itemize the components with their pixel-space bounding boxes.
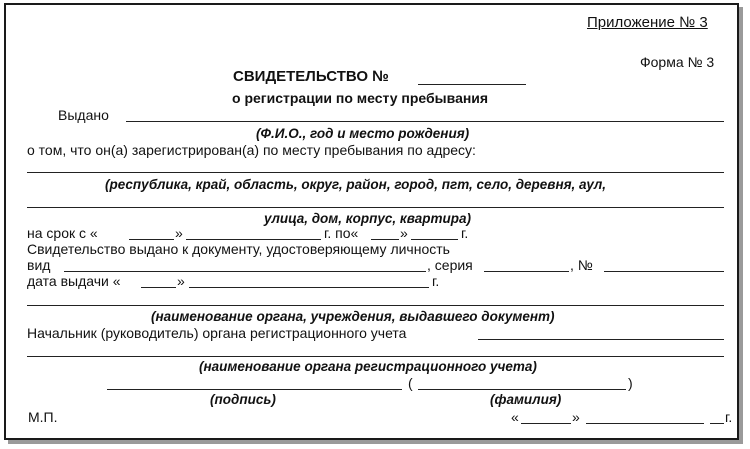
issue-date-day-field[interactable] — [141, 287, 176, 288]
surname-open-paren: ( — [408, 375, 413, 391]
certificate-title: СВИДЕТЕЛЬСТВО № — [233, 68, 389, 85]
fio-hint: (Ф.И.О., год и место рождения) — [256, 126, 470, 141]
term-to-month-field[interactable] — [411, 239, 458, 240]
appendix-label: Приложение № 3 — [587, 14, 708, 31]
document-issued-label: Свидетельство выдано к документу, удостоверяющему личность — [27, 241, 450, 257]
issuer-field[interactable] — [27, 305, 724, 306]
document-number-label: , № — [570, 257, 593, 273]
surname-hint: (фамилия) — [490, 392, 562, 407]
signature-hint: (подпись) — [210, 392, 276, 407]
date-year-suffix: г. — [725, 409, 733, 425]
about-label: о том, что он(а) зарегистрирован(а) по месту пребывания по адресу: — [27, 142, 476, 158]
address-field-2[interactable] — [27, 207, 724, 208]
term-from-label: на срок с « — [27, 225, 98, 241]
term-to-label: г. по« — [324, 225, 359, 241]
issue-date-month-field[interactable] — [189, 287, 429, 288]
surname-field[interactable] — [418, 389, 626, 390]
term-to-close-quote: » — [400, 225, 408, 241]
term-from-close-quote: » — [175, 225, 183, 241]
document-number-field[interactable] — [604, 271, 724, 272]
signature-field[interactable] — [107, 389, 402, 390]
term-from-month-field[interactable] — [186, 239, 321, 240]
date-month-field[interactable] — [586, 423, 704, 424]
term-to-year-suffix: г. — [461, 225, 469, 241]
organ-hint: (наименование органа регистрационного учета) — [199, 359, 537, 374]
street-hint: улица, дом, корпус, квартира) — [264, 211, 471, 226]
certificate-form — [4, 3, 739, 440]
date-close-quote: » — [572, 409, 580, 425]
head-of-field[interactable] — [478, 339, 724, 340]
organ-field[interactable] — [27, 356, 724, 357]
date-year-field[interactable] — [710, 423, 724, 424]
document-series-field[interactable] — [484, 271, 569, 272]
issued-to-field[interactable] — [126, 121, 724, 122]
term-to-day-field[interactable] — [371, 239, 399, 240]
document-series-label: , серия — [427, 257, 473, 273]
region-hint: (республика, край, область, округ, район, город, пгт, село, деревня, аул, — [105, 177, 607, 192]
surname-close-paren: ) — [628, 375, 633, 391]
date-open-quote: « — [511, 409, 519, 425]
issue-date-label: дата выдачи « — [27, 273, 121, 289]
issued-to-label: Выдано — [58, 107, 109, 123]
head-of-label: Начальник (руководитель) органа регистрационного учета — [27, 325, 407, 341]
date-day-field[interactable] — [521, 423, 571, 424]
document-type-label: вид — [27, 257, 51, 273]
term-from-day-field[interactable] — [129, 239, 174, 240]
issuer-hint: (наименование органа, учреждения, выдавшего документ) — [151, 309, 555, 324]
document-type-field[interactable] — [64, 271, 426, 272]
issue-date-year-suffix: г. — [432, 273, 440, 289]
issue-date-close-quote: » — [177, 273, 185, 289]
form-number-label: Форма № 3 — [640, 54, 715, 70]
certificate-number-field[interactable] — [418, 84, 526, 85]
address-field-1[interactable] — [27, 172, 724, 173]
stamp-label: М.П. — [28, 409, 58, 425]
certificate-subtitle: о регистрации по месту пребывания — [232, 90, 489, 106]
